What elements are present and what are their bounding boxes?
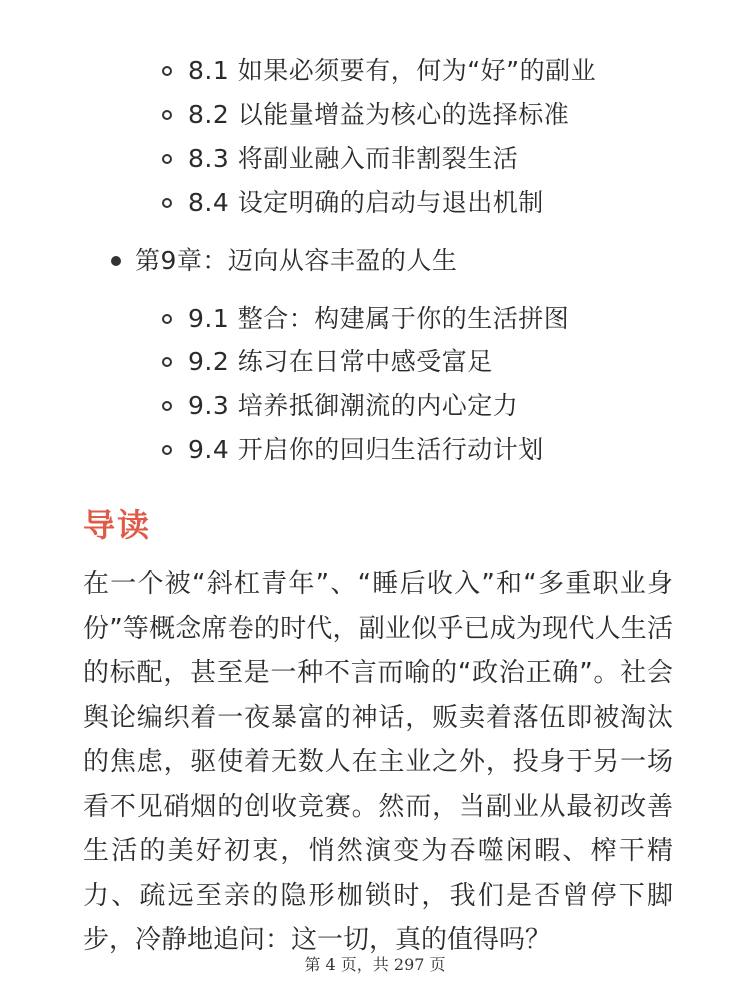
bullet-icon bbox=[162, 154, 172, 164]
bullet-icon bbox=[162, 401, 172, 411]
bullet-icon bbox=[111, 256, 121, 266]
section-heading: 导读 bbox=[83, 506, 152, 544]
page-number: 第 4 页，共 297 页 bbox=[304, 955, 446, 974]
bullet-icon bbox=[162, 66, 172, 76]
toc-item-8-3[interactable]: 8.3 将副业融入而非割裂生活 bbox=[188, 144, 519, 173]
toc-item-8-1[interactable]: 8.1 如果必须要有，何为“好”的副业 bbox=[188, 56, 597, 85]
toc-item-9-4[interactable]: 9.4 开启你的回归生活行动计划 bbox=[188, 435, 544, 464]
toc-chapter-9[interactable]: 第9章：迈向从容丰盈的人生 bbox=[135, 246, 458, 275]
toc-item-9-2[interactable]: 9.2 练习在日常中感受富足 bbox=[188, 347, 493, 376]
bullet-icon bbox=[162, 314, 172, 324]
intro-paragraph: 在一个被“斜杠青年”、“睡后收入”和“多重职业身份”等概念席卷的时代，副业似乎已成为现代人生活的标配，甚至是一种不言而喻的“政治正确”。社会舆论编织着一夜暴富的神话，贩卖着落伍即被淘汰的焦虑，驱使着无数人在主业之外，投身于另一场看不见硝烟的创收竞赛。然而，当副业从最初改善生活的美好初衷，悄然演变为吞噬闲暇、榨干精力、疏远至亲的隐形枷锁时，我们是否曾停下脚步，冷静地追问：这一切，真的值得吗？ bbox=[83, 569, 673, 955]
bullet-icon bbox=[162, 198, 172, 208]
bullet-icon bbox=[162, 357, 172, 367]
toc-item-8-2[interactable]: 8.2 以能量增益为核心的选择标准 bbox=[188, 100, 570, 129]
toc-item-9-1[interactable]: 9.1 整合：构建属于你的生活拼图 bbox=[188, 304, 570, 333]
toc-item-8-4[interactable]: 8.4 设定明确的启动与退出机制 bbox=[188, 188, 544, 217]
bullet-icon bbox=[162, 110, 172, 120]
toc-item-9-3[interactable]: 9.3 培养抵御潮流的内心定力 bbox=[188, 391, 519, 420]
bullet-icon bbox=[162, 445, 172, 455]
